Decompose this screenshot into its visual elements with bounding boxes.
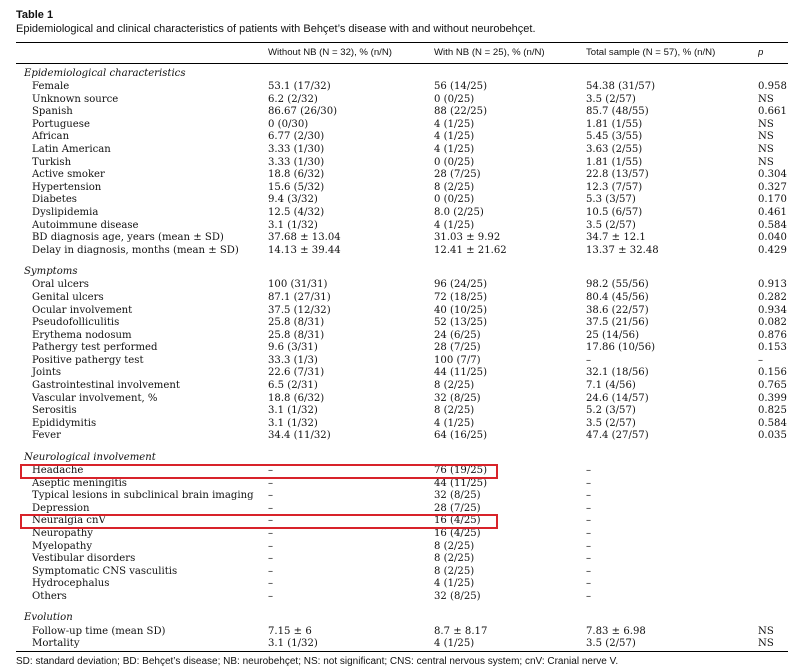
header-cell: Without NB (N = 32), % (n/N) [268,47,392,58]
header-cell: Total sample (N = 57), % (n/N) [586,47,716,58]
table-cell: 47.4 (27/57) [586,430,649,442]
table-cell: 0.876 [758,329,787,341]
table-cell: 40 (10/25) [434,304,488,316]
table-cell: 0.153 [758,342,787,354]
table-cell [758,566,788,579]
table-cell: 0.327 [758,181,787,193]
table-cell: 25.8 (8/31) [268,317,325,329]
table-cell: 52 (13/25) [434,317,488,329]
table-cell: 3.1 (1/32) [268,417,318,429]
table-cell: 0.661 [758,106,787,118]
table-row [16,578,788,591]
table-cell: 0.765 [758,380,787,392]
table-row [16,279,788,292]
table-cell: 44 (11/25) [434,367,488,379]
table-cell: – [268,553,274,565]
table-cell: – [586,540,592,552]
table-cell: 3.33 (1/30) [268,143,325,155]
table-cell: NS [758,625,774,637]
table-row [16,220,788,233]
table-cell [758,465,788,478]
table-cell: 100 (7/7) [434,354,481,366]
table-cell: 54.38 (31/57) [586,81,656,92]
row-label: Neuralgia cnV [32,515,106,527]
table-cell [758,490,788,503]
table-caption: Epidemiological and clinical characteristics of patients with Behçet’s disease with and without neurobehçet. [16,23,536,35]
table-cell: – [586,502,592,514]
row-label: Autoimmune disease [32,219,139,231]
table-cell: 0 (0/25) [434,194,475,206]
table-cell: 3.5 (2/57) [586,93,636,105]
table-cell: 3.1 (1/32) [268,219,318,231]
table-cell: 4 (1/25) [434,638,475,650]
table-cell: 0.429 [758,244,787,256]
table-cell: 8 (2/25) [434,181,475,193]
table-row [16,144,788,157]
section-header-row [16,64,788,81]
row-label: Diabetes [32,194,77,206]
table-cell: 0.584 [758,417,787,429]
table-cell: NS [758,93,774,105]
table-cell: 6.77 (2/30) [268,131,325,143]
table-cell: 7.83 ± 6.98 [586,625,646,637]
table-cell: 8.7 ± 8.17 [434,625,488,637]
table-container [16,8,788,670]
table-cell: 7.1 (4/56) [586,380,636,392]
table-cell: 9.6 (3/31) [268,342,318,354]
row-label: Turkish [32,156,72,168]
data-table [16,43,788,651]
table-row [16,591,788,604]
table-cell [758,478,788,491]
table-cell: 37.5 (21/56) [586,317,649,329]
table-row [16,330,788,343]
table-row [16,566,788,579]
table-cell: 4 (1/25) [434,131,475,143]
table-cell: – [268,540,274,552]
table-row [16,553,788,566]
table-row [16,94,788,107]
table-row [16,245,788,258]
row-label: Headache [32,465,84,477]
table-cell: 5.45 (3/55) [586,131,643,143]
row-label: Dyslipidemia [32,206,99,218]
table-cell: 86.67 (26/30) [268,106,338,118]
table-cell: 6.2 (2/32) [268,93,318,105]
table-cell: – [586,565,592,577]
table-cell [758,541,788,554]
table-cell: – [268,590,274,602]
table-cell: 16 (4/25) [434,515,481,527]
row-label: Gastrointestinal involvement [32,380,180,392]
table-row [16,106,788,119]
row-label: Unknown source [32,93,119,105]
table-cell: 22.6 (7/31) [268,367,325,379]
table-cell: 8 (2/25) [434,540,475,552]
table-row [16,380,788,393]
table-cell: 10.5 (6/57) [586,206,643,218]
table-cell: 18.8 (6/32) [268,392,325,404]
row-label: Aseptic meningitis [32,477,127,489]
table-cell: 1.81 (1/55) [586,156,643,168]
row-label: Active smoker [32,169,105,181]
row-label: Fever [32,430,61,442]
table-cell: 64 (16/25) [434,430,488,442]
table-row [16,393,788,406]
table-cell: 76 (19/25) [434,465,488,477]
table-cell: 0.170 [758,194,787,206]
table-cell: – [586,553,592,565]
section-title: Neurological involvement [24,451,156,463]
table-cell: 28 (7/25) [434,502,481,514]
table-cell: 14.13 ± 39.44 [268,244,341,256]
table-cell: 0.156 [758,367,787,379]
table-cell: – [268,515,274,527]
table-cell: 32 (8/25) [434,392,481,404]
table-cell: 32.1 (18/56) [586,367,649,379]
row-label: Mortality [32,638,80,650]
table-cell: 0 (0/25) [434,156,475,168]
row-label: Joints [32,367,62,379]
table-cell: – [268,465,274,477]
table-cell: 24.6 (14/57) [586,392,649,404]
table-cell: 3.33 (1/30) [268,156,325,168]
table-row [16,638,788,651]
table-cell: 4 (1/25) [434,578,475,590]
table-footnote: SD: standard deviation; BD: Behçet’s disease; NB: neurobehçet; NS: not significant; CNS: central nervous system; cnV: Cranial nerve V. [16,655,619,667]
table-cell: 100 (31/31) [268,279,328,291]
table-cell: – [586,465,592,477]
table-cell [758,503,788,516]
table-cell: – [586,490,592,502]
table-cell: 0.082 [758,317,787,329]
table-cell: – [268,490,274,502]
table-cell: 0.958 [758,81,787,92]
table-cell: 0.035 [758,430,787,442]
table-cell: 0.282 [758,291,787,303]
table-cell: 8 (2/25) [434,553,475,565]
table-row [16,182,788,195]
table-row [16,430,788,443]
table-cell: 37.68 ± 13.04 [268,232,341,244]
table-cell: – [268,502,274,514]
table-cell: 0 (0/25) [434,93,475,105]
table-cell: 0.040 [758,232,787,244]
row-label: Vestibular disorders [32,553,136,565]
row-label: African [32,131,70,143]
table-cell: 18.8 (6/32) [268,169,325,181]
table-cell: 6.5 (2/31) [268,380,318,392]
table-cell: 0.913 [758,279,787,291]
row-label: Serositis [32,405,77,417]
table-cell: 22.8 (13/57) [586,169,649,181]
table-row [16,626,788,639]
row-label: Female [32,81,70,92]
table-cell: 87.1 (27/31) [268,291,331,303]
highlight-box [20,514,498,529]
table-row [16,232,788,245]
table-cell: 32 (8/25) [434,590,481,602]
table-body [16,64,788,651]
table-cell: – [586,354,592,366]
table-row [16,157,788,170]
table-cell: – [586,590,592,602]
table-row [16,342,788,355]
table-cell: 9.4 (3/32) [268,194,318,206]
table-cell: – [268,565,274,577]
table-cell: 0.399 [758,392,787,404]
section-header-row [16,448,788,465]
table-cell: 72 (18/25) [434,291,488,303]
table-cell: 4 (1/25) [434,219,475,231]
table-cell: 0.584 [758,219,787,231]
row-label: Neuropathy [32,528,93,539]
table-cell: – [268,528,274,539]
bottom-rule [16,651,788,652]
table-cell: 28 (7/25) [434,169,481,181]
table-row [16,478,788,491]
table-row [16,169,788,182]
table-cell: 53.1 (17/32) [268,81,331,92]
table-row [16,207,788,220]
row-label: Positive pathergy test [32,354,144,366]
row-label: Pseudofolliculitis [32,317,120,329]
table-cell: 28 (7/25) [434,342,481,354]
table-cell: 33.3 (1/3) [268,354,318,366]
table-cell: 34.4 (11/32) [268,430,331,442]
table-row [16,194,788,207]
table-cell: – [586,515,592,527]
row-label: Hypertension [32,181,102,193]
row-label: Vascular involvement, % [32,392,158,404]
table-cell [758,553,788,566]
table-cell: 85.7 (48/55) [586,106,649,118]
table-cell: 24 (6/25) [434,329,481,341]
table-cell [758,591,788,604]
row-label: Erythema nodosum [32,329,132,341]
header-cell: p [758,47,764,58]
table-cell: NS [758,143,774,155]
table-cell: 3.1 (1/32) [268,405,318,417]
table-cell: 12.5 (4/32) [268,206,325,218]
table-row [16,367,788,380]
table-cell: 44 (11/25) [434,477,488,489]
row-label: Follow-up time (mean SD) [32,625,166,637]
row-label: Oral ulcers [32,279,89,291]
section-title: Epidemiological characteristics [24,67,186,79]
table-cell: – [586,578,592,590]
table-cell: 1.81 (1/55) [586,118,643,130]
table-cell: 3.5 (2/57) [586,417,636,429]
table-cell: 12.3 (7/57) [586,181,643,193]
table-row [16,81,788,94]
row-label: Others [32,590,67,602]
row-label: Hydrocephalus [32,578,110,590]
table-row [16,317,788,330]
table-cell: 8 (2/25) [434,380,475,392]
table-row [16,119,788,132]
section-title: Evolution [24,612,73,624]
table-cell: 3.63 (2/55) [586,143,643,155]
row-label: Latin American [32,143,111,155]
row-label: BD diagnosis age, years (mean ± SD) [32,232,224,244]
table-cell: – [268,477,274,489]
table-cell: 13.37 ± 32.48 [586,244,659,256]
table-cell: 80.4 (45/56) [586,291,649,303]
row-label: Portuguese [32,118,90,130]
highlight-box [20,464,498,479]
table-cell: 5.2 (3/57) [586,405,636,417]
row-label: Epididymitis [32,417,97,429]
table-cell: 12.41 ± 21.62 [434,244,507,256]
table-row [16,528,788,541]
table-cell: 0.461 [758,206,787,218]
table-cell: – [758,354,764,366]
section-title: Symptoms [24,266,78,278]
table-cell: 8 (2/25) [434,405,475,417]
section-header-row [16,609,788,626]
table-row [16,131,788,144]
table-cell: 32 (8/25) [434,490,481,502]
header-row [16,43,788,64]
row-label: Symptomatic CNS vasculitis [32,565,178,577]
table-cell: 96 (24/25) [434,279,488,291]
table-cell: 8 (2/25) [434,565,475,577]
table-cell: 3.5 (2/57) [586,638,636,650]
table-number: Table 1 [16,9,54,21]
table-cell: 7.15 ± 6 [268,625,312,637]
table-cell: 0 (0/30) [268,118,309,130]
row-label: Spanish [32,106,73,118]
table-cell: 38.6 (22/57) [586,304,649,316]
table-cell: NS [758,156,774,168]
header-cell: With NB (N = 25), % (n/N) [434,47,545,58]
table-row [16,418,788,431]
row-label: Myelopathy [32,540,93,552]
table-cell: NS [758,118,774,130]
table-row [16,541,788,554]
table-cell: 5.3 (3/57) [586,194,636,206]
table-row [16,405,788,418]
table-cell: – [268,578,274,590]
table-cell: – [586,528,592,539]
table-row [16,490,788,503]
table-cell [758,578,788,591]
table-cell: 3.5 (2/57) [586,219,636,231]
table-cell: 4 (1/25) [434,118,475,130]
table-cell: 25.8 (8/31) [268,329,325,341]
table-cell: 4 (1/25) [434,417,475,429]
table-cell: 37.5 (12/32) [268,304,331,316]
table-cell: 34.7 ± 12.1 [586,232,646,244]
table-cell: 0.825 [758,405,787,417]
table-row [16,292,788,305]
table-cell: 15.6 (5/32) [268,181,325,193]
row-label: Depression [32,502,90,514]
table-row [16,305,788,318]
table-cell: 17.86 (10/56) [586,342,656,354]
table-cell: 31.03 ± 9.92 [434,232,501,244]
table-cell: 88 (22/25) [434,106,488,118]
row-label: Genital ulcers [32,291,104,303]
table-cell: NS [758,131,774,143]
section-header-row [16,262,788,279]
table-cell: 56 (14/25) [434,81,488,92]
table-cell: 3.1 (1/32) [268,638,318,650]
table-cell [758,528,788,541]
table-cell: 0.934 [758,304,787,316]
row-label: Typical lesions in subclinical brain imaging [32,490,254,502]
table-cell: 4 (1/25) [434,143,475,155]
row-label: Ocular involvement [32,304,133,316]
row-label: Pathergy test performed [32,342,158,354]
table-cell: 98.2 (55/56) [586,279,649,291]
table-cell: NS [758,638,774,650]
table-cell: – [586,477,592,489]
table-cell [758,515,788,528]
table-cell: 25 (14/56) [586,329,640,341]
header-cell [16,43,268,64]
table-row [16,355,788,368]
table-cell: 16 (4/25) [434,528,481,539]
row-label: Delay in diagnosis, months (mean ± SD) [32,244,239,256]
table-cell: 0.304 [758,169,787,181]
table-cell: 8.0 (2/25) [434,206,484,218]
